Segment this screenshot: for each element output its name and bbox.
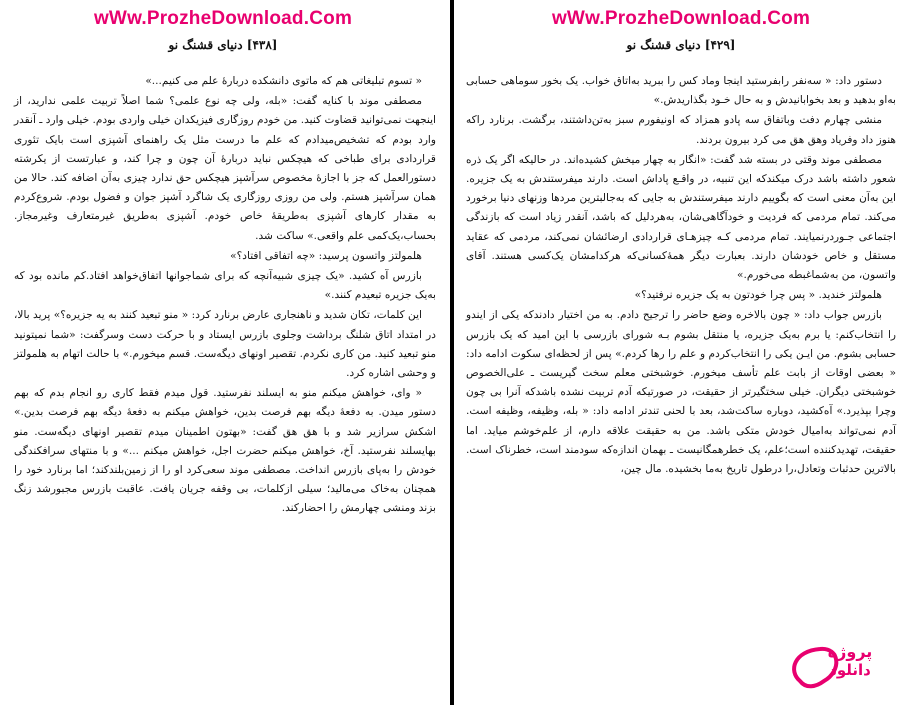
logo-line-2: دانلود bbox=[829, 661, 871, 679]
paragraph: بازرس جواب داد: « چون بالاخره وضع حاضر را ترجیح دادم. به من اختیار دادندکه یکی از ایندو را انتخاب‌کنم: یا برم به‌یک جزیره، یا منتقل بشوم بـه شورای بازرسی با این امید که یک بازرس حسابی بشوم. من ایـن یکی را انتخاب‌کردم و علم را رها کردم.» پس از لحظه‌ای سکوت ادامه داد: « بعضی اوقات از بابت علم تأسف میخورم. خوشبختی معلم سخت گیریست ـ علی‌الخصوص خوشبختی دیگران. خیلی سختگیرتر از حقیقت، در صورتیکه آدم تربیت نشده باشد‌که آنرا بی چون وچرا بپذیرد.» آه‌کشید، دوباره ساکت‌شد، بعد با لحنی تندتر ادامه داد: « بله، وظیفه، وظیفه است. آدم نمی‌تواند به‌امیال خودش متکی باشد. من به حقیقت علاقه دارم، از علم‌خوشم میاید. اما حقیقت، تهدیدکننده است؛علم، یک خطرهمگانیست ـ بهمان اندازه‌که سودمند است، خطرناک است. بالاترین حدثبات وتعادل،را درطول تاریخ به‌ما بخشیده. مال چین، bbox=[466, 309, 896, 476]
page-gutter bbox=[450, 0, 454, 705]
paragraph: این کلمات، تکان شدید و ناهنجاری عارض برنارد کرد: « منو تبعید کنند به یه جزیره؟» پرید بالا، در امتداد اتاق شلنگ برداشت وجلوی بازرس ایستاد و با حرکت دست وسرگفت: «شما نمیتونید منو تبعید کنید. من کاری نکردم. تقصیر اونهای دیگه‌ست. قسم میخورم.» با حالت اتهام به هلمولتز و وحشی اشاره کرد. bbox=[14, 309, 436, 380]
watermark-left: wWw.ProzheDownload.Com bbox=[93, 8, 353, 29]
site-logo bbox=[780, 641, 890, 697]
left-page-body bbox=[14, 72, 436, 520]
left-page bbox=[0, 0, 446, 705]
left-page-header: [۴۳۸] دنیای قشنگ نو bbox=[168, 38, 278, 52]
right-page-header: [۴۲۹] دنیای قشنگ نو bbox=[626, 38, 736, 52]
paragraph: بازرس آه کشید. «یک چیزی شبیه‌آنچه که برای شماجوانها اتفاق‌خواهد افتاد.کم مانده بود که به‌یک جزیره تبعیدم کنند.» bbox=[14, 270, 436, 302]
paragraph: « تسوم تبلیغاتی هم که ماتوی دانشکده دربارۀ علم می کنیم...» bbox=[145, 75, 422, 87]
paragraph: منشی چهارم دفت وباتفاق سه پادو همزاد که اونیفورم سبز به‌تن‌داشتند، برگشت. برنارد راکه هنوز داد وفریاد وهق هق می کرد بیرون بردند. bbox=[466, 114, 896, 146]
right-page-body bbox=[466, 72, 896, 480]
logo-text bbox=[810, 643, 890, 679]
paragraph: مصطفی موند با کنایه گفت: «بله، ولی چه نوع علمی؟ شما اصلاً تربیت علمی ندارید، از اینجهت نمی‌توانید قضاوت کنید. من خودم روزگاری فیزیکدان خیلی واردی بودم. خیلی وارد ـ آنقدر وارد بودم که تشخیص‌میدادم که علم ما درست مثل یک راهنمای آشپزی است بایک تئوری قراردادی برای طباخی که هیچکس نباید دربارۀ آن چون و چرا کند، و عبارتست از یکرشته دستورالعمل که جز با اجازۀ مخصوص سرآشپز هیچکس حق ندارد چیزی به‌آن اضافه کند. حالا من همان سرآشپز هستم. ولی من روزی روزگاری یک شاگرد آشپز جوان و فضول بودم. شروع‌کردم به مقدار کارهای آشپزی به‌طریقۀ خاص خودم. آشپزی به‌طریق غیرمتعارف وغیرمجاز. بحساب،یک‌کمی علم واقعی.» ساکت شد. bbox=[14, 95, 436, 242]
paragraph: هلمولتز خندید. « پس چرا خودتون به یک جزیره نرفتید؟» bbox=[634, 289, 882, 302]
paragraph: « وای، خواهش میکنم منو به ایسلند نفرستید. قول میدم فقط کاری رو انجام بدم که بهم دستور میدن. به دفعۀ دیگه بهم فرصت بدین، خواهش میکنم به دفعۀ دیگه بهم فرصت بدین.» اشکش سرازیر شد و با هق هق گفت: «بهتون اطمینان میدم تقصیر اونهای دیگه‌ست. منو بهایسلند نفرستید. آخ، خواهش میکنم حضرت اجل، خواهش میکنم ...» و با منتهای سرافکندگی خودش را به‌پای بازرس انداخت. مصطفی موند سعی‌کرد او را از زمین‌بلندکند؛ اما برنارد خود را همچنان به‌خاک می‌مالید؛ سیلی ازکلمات، بی وقفه جریان یافت. عاقبت بازرس مجبورشد زنگ بزند ومنشی چهارمش را احضارکند. bbox=[14, 387, 436, 515]
paragraph: مصطفی موند وقتی در بسته شد گفت: «انگار به چهار میخش کشیده‌اند. در حالیکه اگر یک ذره شعور داشته باشد درک میکندکه این تنبیه، در واقـع پاداش است. دارند میفرستندش به یک جزیره. این به‌آن معنی است که بگوییم دارند میفرستندش به جایی که به‌جالبترین مردها وزنهای دنیا برخورد می‌کند. تمام مردمی که فردیت و خودآگاهی‌شان، به‌هردلیل که باشد، آنقدر زیاد است که بازندگی اجتماعی جـوردرنمیایند. تمام مردمی کـه چیزهـای قراردادی ارضائشان نمی‌کند، مردمی که عقاید مستقل و خاص خودشان دارند. بعبارت دیگر همۀ‌کسانی‌که هرکدامشان یک‌کسی هستند. آقای واتسون، من به‌شماغبطه می‌خورم.» bbox=[466, 153, 896, 282]
logo-line-1: پروژه bbox=[827, 642, 873, 661]
watermark-right: wWw.ProzheDownload.Com bbox=[551, 8, 811, 29]
paragraph: هلمولتز واتسون پرسید: «چه اتفاقی افتاد؟» bbox=[230, 249, 422, 262]
paragraph: دستور داد: « سه‌نفر رابفرستید اینجا وماد کس را ببرید به‌اتاق خواب. یک بخور سوماهی حسابی به‌او بدهید و بعد بخوابانیدش و به حال خـود بگذاریدش.» bbox=[466, 75, 896, 107]
right-page bbox=[458, 0, 904, 705]
